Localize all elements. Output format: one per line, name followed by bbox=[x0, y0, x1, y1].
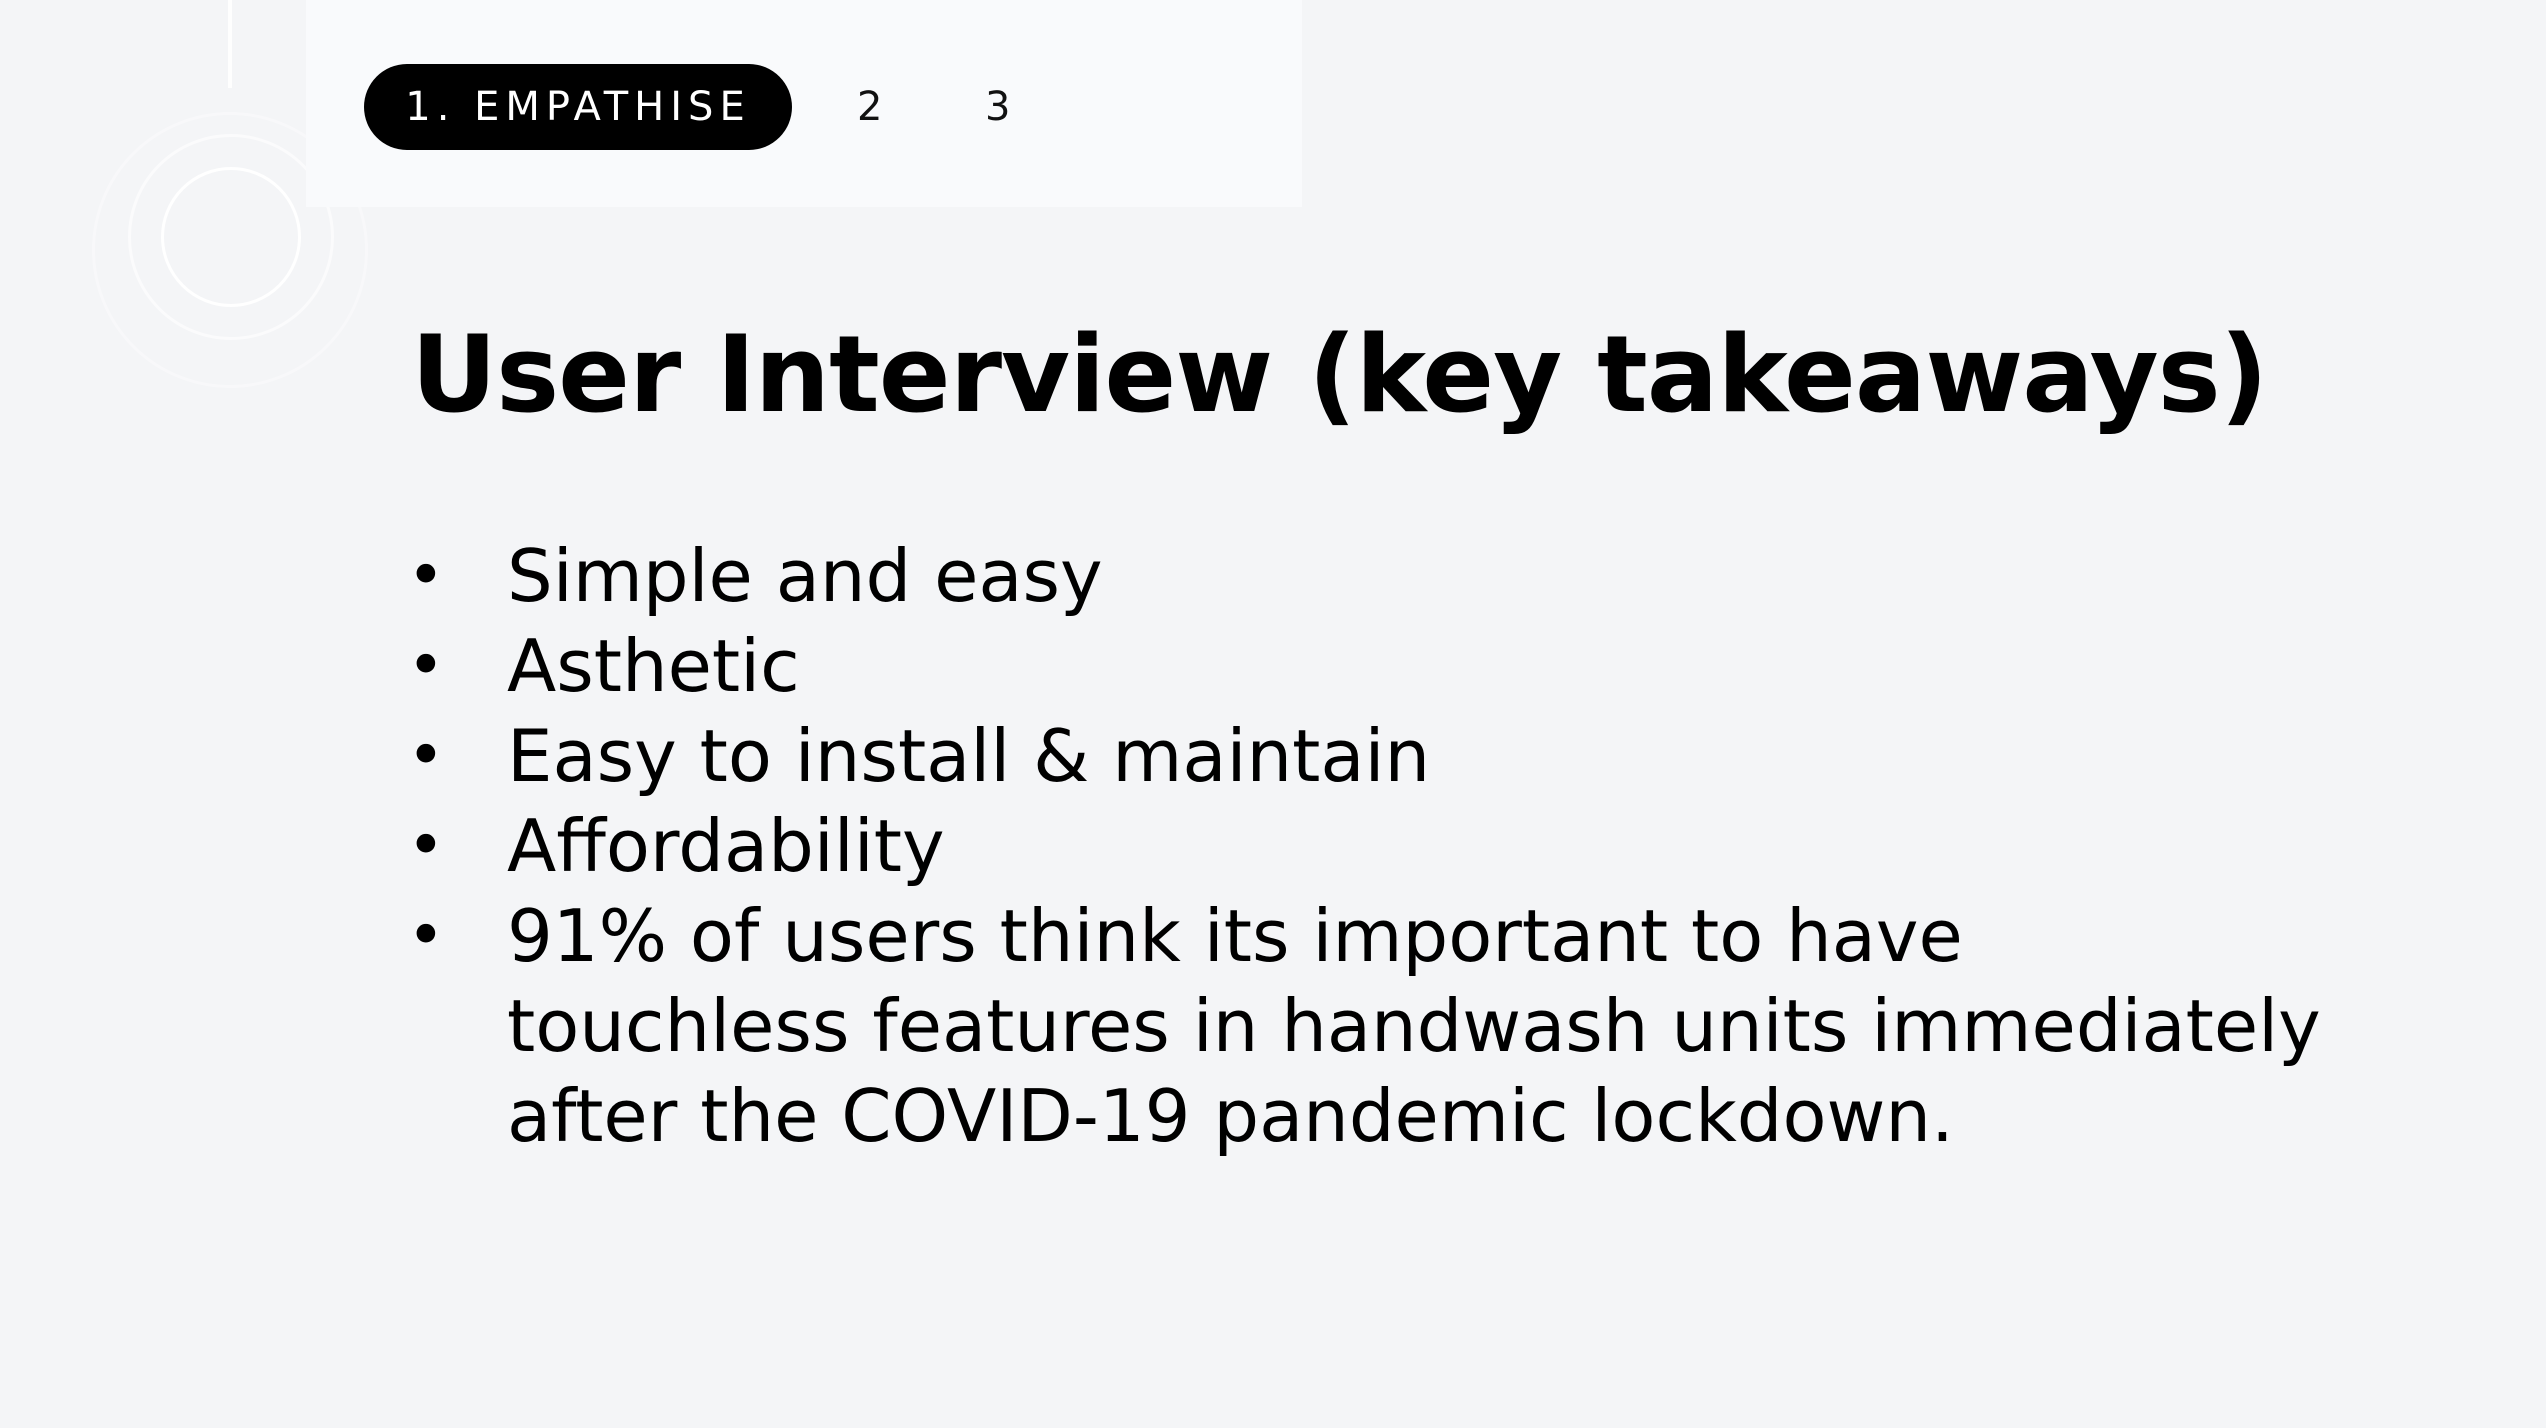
list-item bbox=[407, 891, 2321, 1161]
list-item-text: Asthetic bbox=[507, 624, 800, 708]
step-3-tab[interactable]: 3 bbox=[985, 84, 1011, 130]
list-item bbox=[407, 801, 2307, 891]
list-item bbox=[407, 621, 2307, 711]
bullet-marker: • bbox=[407, 809, 445, 883]
bullet-marker: • bbox=[407, 899, 445, 973]
list-item-text-line: after the COVID-19 pandemic lockdown. bbox=[507, 1074, 1954, 1158]
step-2-tab[interactable]: 2 bbox=[857, 84, 883, 130]
list-item-text: Simple and easy bbox=[507, 534, 1103, 618]
list-item-text bbox=[507, 891, 2321, 1161]
decorative-line bbox=[228, 0, 232, 88]
decorative-ring-inner bbox=[161, 167, 301, 307]
list-item bbox=[407, 711, 2307, 801]
bullet-marker: • bbox=[407, 629, 445, 703]
takeaways-list bbox=[407, 531, 2321, 1161]
step-1-empathise-tab[interactable]: 1. EMPATHISE bbox=[364, 64, 792, 150]
list-item-text: Affordability bbox=[507, 804, 945, 888]
list-item bbox=[407, 531, 2307, 621]
list-item-text-line: 91% of users think its important to have bbox=[507, 894, 1963, 978]
bullet-marker: • bbox=[407, 539, 445, 613]
list-item-text-line: touchless features in handwash units immediately bbox=[507, 984, 2321, 1068]
bullet-marker: • bbox=[407, 719, 445, 793]
page-title: User Interview (key takeaways) bbox=[411, 313, 2268, 436]
list-item-text: Easy to install & maintain bbox=[507, 714, 1431, 798]
